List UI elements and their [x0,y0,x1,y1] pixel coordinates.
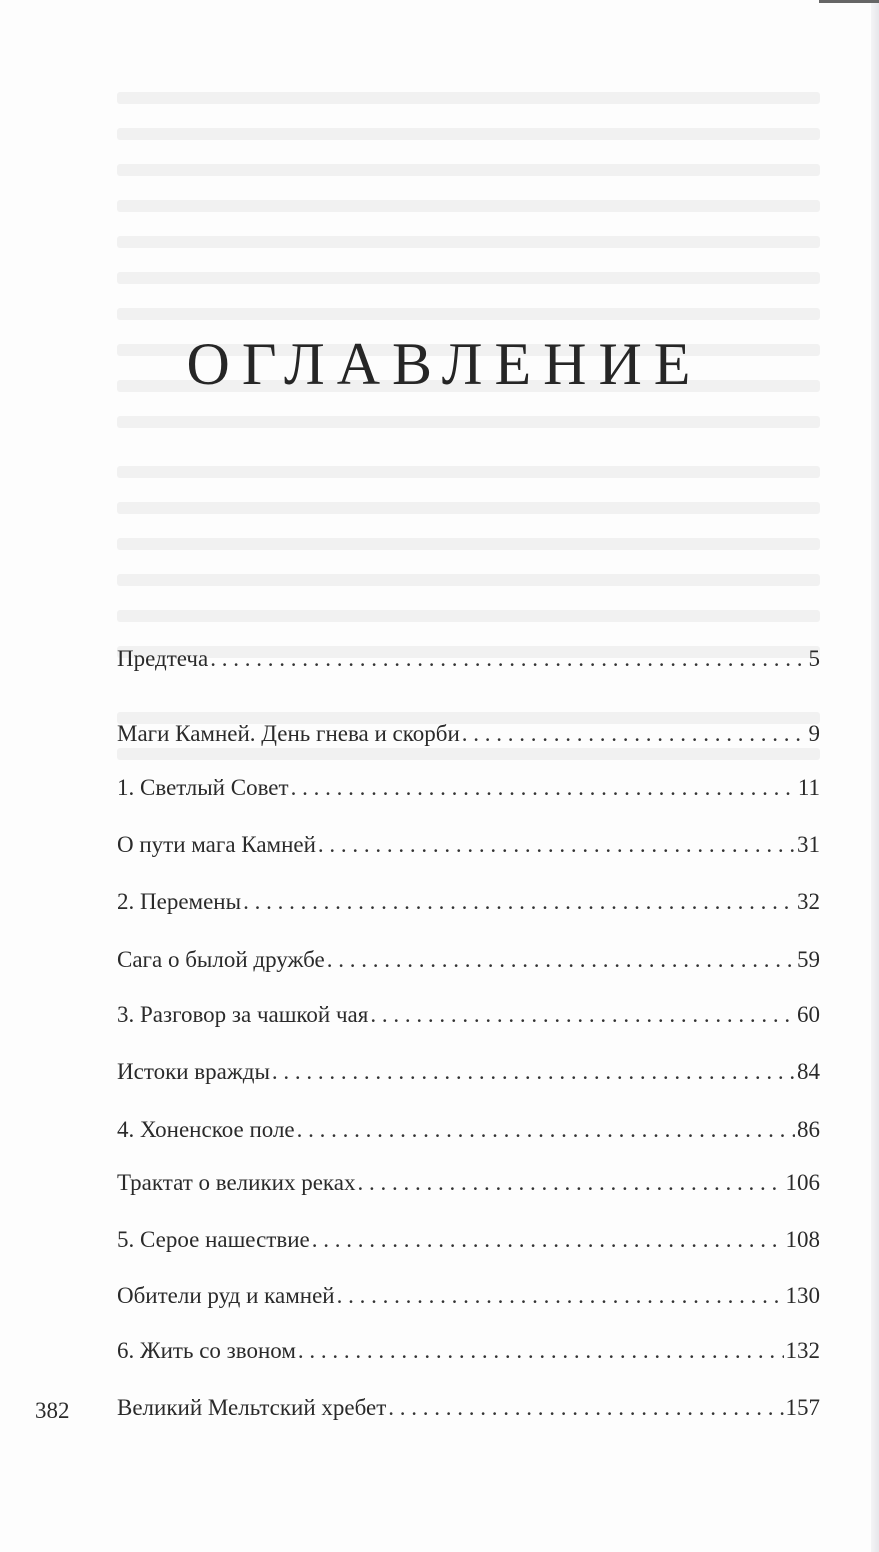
toc-entry[interactable] [117,646,820,676]
toc-entry-label: 2. Перемены [117,889,242,914]
toc-entry-page: 59 [797,947,820,972]
toc-entry[interactable] [117,1338,820,1368]
toc-entry-page: 32 [797,889,820,914]
toc-entry-label: Обители руд и камней [117,1283,335,1308]
page-number: 382 [35,1398,70,1423]
toc-entry[interactable] [117,1059,820,1089]
dot-leader [388,1395,783,1421]
toc-entry-page: 11 [797,775,820,800]
toc-entry-label: Истоки вражды [117,1059,270,1084]
toc-entry[interactable] [117,1170,820,1200]
dot-leader [272,1059,795,1085]
dot-leader [357,1170,783,1196]
toc-entry-label: Маги Камней. День гнева и скорби [117,721,460,746]
page-title: ОГЛАВЛЕНИЕ [186,331,703,398]
toc-entry[interactable] [117,1227,820,1257]
toc-entry-page: 157 [785,1395,820,1420]
dot-leader [312,1227,784,1253]
toc-entry[interactable] [117,947,820,977]
toc-entry[interactable] [117,889,820,919]
dot-leader [327,947,795,973]
toc-entry-label: 6. Жить со звоном [117,1338,296,1363]
toc-entry-page: 108 [785,1227,820,1252]
page-edge-shadow [871,0,879,1552]
dot-leader [291,775,796,801]
dot-leader [243,889,795,915]
toc-entry-page: 84 [797,1059,820,1084]
toc-entry-label: Трактат о великих реках [117,1170,356,1195]
toc-entry-page: 31 [797,832,820,857]
toc-entry[interactable] [117,1002,820,1032]
toc-entry-label: Сага о былой дружбе [117,947,325,972]
toc-entry-page: 60 [797,1002,820,1027]
toc-entry-label: 3. Разговор за чашкой чая [117,1002,369,1027]
toc-entry-label: 4. Хоненское поле [117,1117,295,1142]
top-edge-mark [819,0,879,3]
dot-leader [462,721,807,747]
toc-entry[interactable] [117,775,820,805]
dot-leader [297,1117,795,1143]
dot-leader [370,1002,795,1028]
toc-entry-page: 9 [808,721,820,746]
toc-entry-label: 5. Серое нашествие [117,1227,310,1252]
toc-entry[interactable] [117,721,820,751]
toc-entry-page: 130 [785,1283,820,1308]
toc-entry-page: 106 [785,1170,820,1195]
dot-leader [337,1283,784,1309]
dot-leader [318,832,795,858]
toc-entry-label: О пути мага Камней [117,832,316,857]
toc-entry-label: 1. Светлый Совет [117,775,289,800]
toc-entry-label: Великий Мельтский хребет [117,1395,387,1420]
toc-entry[interactable] [117,1395,820,1425]
dot-leader [298,1338,784,1364]
toc-entry[interactable] [117,832,820,862]
toc-entry-page: 86 [797,1117,820,1142]
toc-entry-label: Предтеча [117,646,209,671]
toc-entry[interactable] [117,1117,820,1147]
toc-entry-page: 132 [785,1338,820,1363]
toc-entry[interactable] [117,1283,820,1313]
toc-entry-page: 5 [808,646,820,671]
dot-leader [210,646,806,672]
